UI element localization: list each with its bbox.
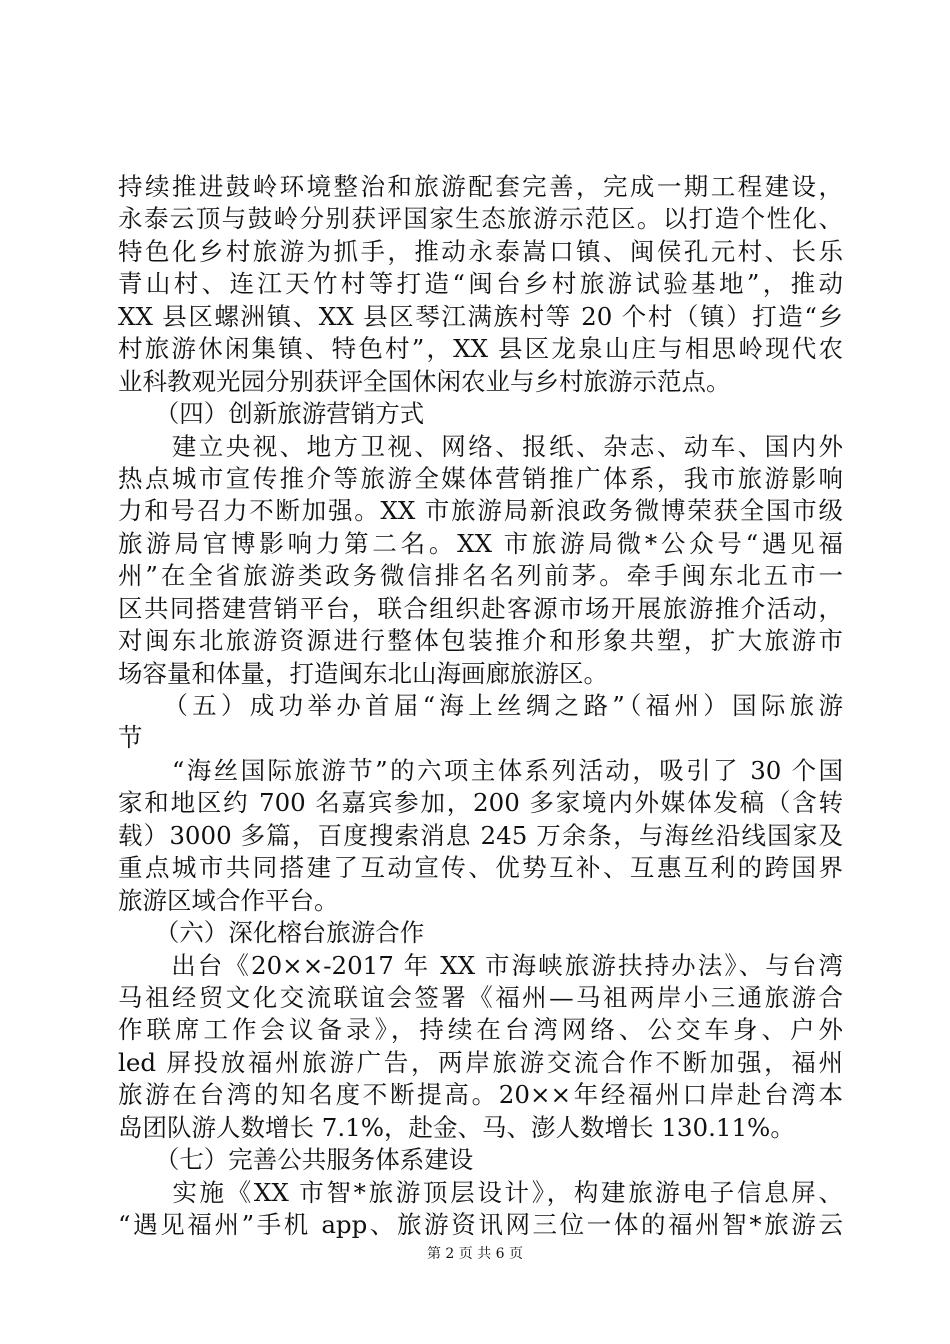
text-line: 持续推进鼓岭环境整治和旅游配套完善，完成一期工程建设， [118,172,843,201]
text-line: 马祖经贸文化交流联谊会签署《福州—马祖两岸小三通旅游合 [118,982,843,1012]
text-line: 热点城市宣传推介等旅游全媒体营销推广体系，我市旅游影响 [118,463,843,493]
text-line: 载）3000 多篇，百度搜索消息 245 万余条，与海丝沿线国家及 [118,820,843,850]
text-line: “海丝国际旅游节”的六项主体系列活动，吸引了 30 个国 [118,755,843,785]
text-line: 节 [118,723,143,753]
text-line: （五）成功举办首届“海上丝绸之路”（福州）国际旅游 [118,691,843,720]
text-line: 岛团队游人数增长 7.1%，赴金、马、澎人数增长 130.11%。 [118,1112,795,1142]
text-line: 村旅游休闲集镇、特色村”，XX 县区龙泉山庄与相思岭现代农 [118,334,843,364]
text-line: （四）创新旅游营销方式 [118,399,425,429]
text-line: led 屏投放福州旅游广告，两岸旅游交流合作不断加强，福州 [118,1047,843,1077]
text-line: “遇见福州”手机 app、旅游资讯网三位一体的福州智*旅游云 [118,1210,843,1239]
text-line: 家和地区约 700 名嘉宾参加，200 多家境内外媒体发稿（含转 [118,788,843,818]
text-line: 特色化乡村旅游为抓手，推动永泰嵩口镇、闽侯孔元村、长乐 [118,236,843,266]
text-line: 出台《20××-2017 年 XX 市海峡旅游扶持办法》、与台湾 [118,950,843,980]
text-line: （六）深化榕台旅游合作 [118,918,425,948]
text-line: 旅游在台湾的知名度不断提高。20××年经福州口岸赴台湾本 [118,1080,843,1110]
text-line: XX 县区螺洲镇、XX 县区琴江满族村等 20 个村（镇）打造“乡 [118,301,843,331]
text-line: 业科教观光园分别获评全国休闲农业与乡村旅游示范点。 [118,366,731,396]
text-line: 力和号召力不断加强。XX 市旅游局新浪政务微博荣获全国市级 [118,496,843,526]
text-line: 青山村、连江天竹村等打造“闽台乡村旅游试验基地”，推动 [118,269,843,299]
text-line: 建立央视、地方卫视、网络、报纸、杂志、动车、国内外 [118,431,843,461]
text-line: 旅游局官博影响力第二名。XX 市旅游局微*公众号“遇见福 [118,528,843,558]
body-text [118,171,843,1241]
page-footer: 第 2 页 共 6 页 [426,1246,524,1262]
text-line: 旅游区域合作平台。 [118,885,339,915]
text-line: 对闽东北旅游资源进行整体包装推介和形象共塑，扩大旅游市 [118,626,843,656]
text-line: 重点城市共同搭建了互动宣传、优势互补、互惠互利的跨国界 [118,853,843,883]
text-line: 州”在全省旅游类政务微信排名名列前茅。牵手闽东北五市一 [118,561,843,591]
text-line: 作联席工作会议备录》，持续在台湾网络、公交车身、户外 [118,1015,843,1045]
text-line: 实施《XX 市智*旅游顶层设计》，构建旅游电子信息屏、 [118,1177,843,1207]
text-line: 场容量和体量，打造闽东北山海画廊旅游区。 [118,658,608,688]
text-line: 永泰云顶与鼓岭分别获评国家生态旅游示范区。以打造个性化、 [118,204,843,234]
text-line: （七）完善公共服务体系建设 [118,1145,474,1175]
text-line: 区共同搭建营销平台，联合组织赴客源市场开展旅游推介活动， [118,593,843,623]
